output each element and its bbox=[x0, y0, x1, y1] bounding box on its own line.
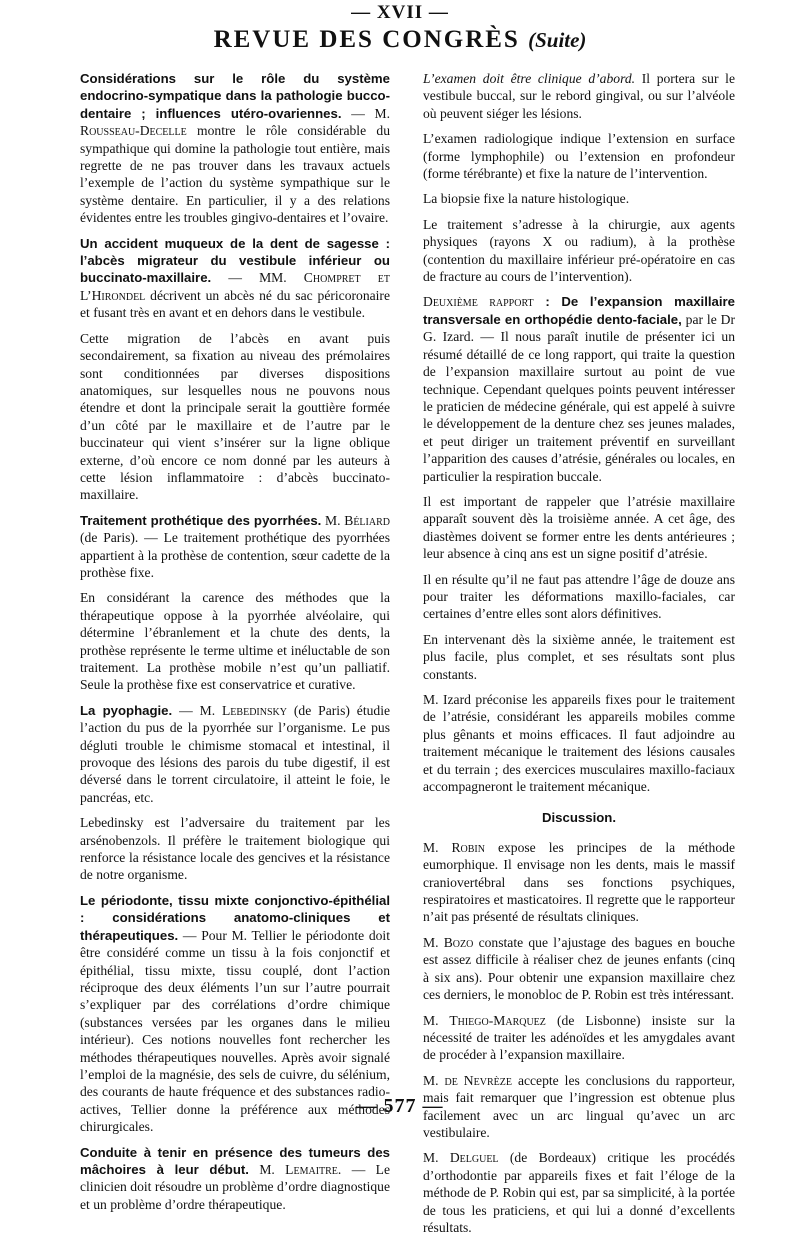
article-dash: — bbox=[178, 927, 197, 943]
article-heading: Le périodonte, tissu mixte conjonctivo-épithélial : considérations anatomo-cliniques et thérapeutiques. bbox=[80, 892, 390, 943]
paragraph: Le traitement s’adresse à la chirurgie, aux agents physiques (rayons X ou radium), à la prothèse (contention du maxillaire inférieur pré-opératoire en cas de fracture au cours de l’intervention). bbox=[423, 216, 735, 285]
title-suffix: (Suite) bbox=[528, 28, 587, 52]
discussion-bozo bbox=[423, 934, 735, 1004]
paragraph: Lebedinsky est l’adversaire du traitement par les arsénobenzols. Il préfère le traitement biologique qui renforce la résistance locale des gencives et la résistance de notre organisme. bbox=[80, 815, 390, 883]
paragraph: Cette migration de l’abcès en avant puis secondairement, sa fixation au niveau des prémolaires sont conditionnées par diverses dispositions anatomiques, sur lesquelles nous ne pouvons nous étendre et dont la principale serait la gouttière formée d’un côté par le maxillaire et de l’autre par le buccinateur qui vient s’insérer sur la ligne oblique externe, d’où encore ce nom donné par les auteurs à cette lésion inflammatoire : d’abcès buccinato-maxillaire. bbox=[80, 330, 390, 503]
speaker-name: M. Thiego-Marquez bbox=[423, 1012, 546, 1028]
article-heading: Un accident muqueux de la dent de sagesse : l’abcès migrateur du vestibule inférieur ou buccinato-maxillaire. bbox=[80, 235, 390, 286]
article-heading: : De l’expansion maxillaire transversale en orthopédie dento-faciale, bbox=[423, 294, 735, 327]
speaker-body: expose les principes de la méthode eumorphique. Il envisage non les dents, mais le massif craniovertébral dans ses fonctions psychiques, respiratoires et masticatoires. Il regrette que le rapporteur n’ait pas présenté de résultats cliniques. bbox=[423, 839, 735, 925]
article-endocrino bbox=[80, 70, 390, 227]
right-column bbox=[423, 70, 735, 1244]
paragraph: Il en résulte qu’il ne faut pas attendre l’âge de douze ans pour traiter les déformations maxillo-faciales, car certaines d’entre elles sont alors définitives. bbox=[423, 571, 735, 622]
paragraph: La biopsie fixe la nature histologique. bbox=[423, 191, 630, 207]
article-tumeurs bbox=[80, 1144, 390, 1214]
paragraph: En intervenant dès la sixième année, le traitement est plus facile, plus complet, et ses résultats sont plus constants. bbox=[423, 631, 735, 682]
article-author: — M. Rousseau-Decelle bbox=[80, 105, 390, 139]
article-body: (de Paris). — Le traitement prothétique des pyorrhées appartient à la prothèse de contention, sœur cadette de la prothèse fixe. bbox=[80, 530, 390, 580]
discussion-heading: Discussion. bbox=[541, 810, 617, 826]
speaker-name: M. Bozo bbox=[423, 934, 474, 950]
article-body: montre le rôle considérable du sympathique qui domine la pathologie tout entière, mais regrette de ne pas trouver dans les travaux actuels l’exemple de l’action du système sympathique sur le système dentaire. En particulier, il y a des relations évidentes entre les troubles gingivo-dentaires et l’ovaire. bbox=[80, 123, 390, 226]
article-author: par le Dr G. Izard. bbox=[423, 311, 735, 345]
italic-lead: L’examen doit être clinique d’abord. bbox=[423, 71, 636, 86]
article-heading: La pyophagie. bbox=[80, 702, 173, 718]
article-heading: Traitement prothétique des pyorrhées. bbox=[80, 512, 322, 528]
paragraph-body: Il portera sur le vestibule buccal, sur le rebord gingival, ou sur l’alvéole où peuvent siéger les lésions. bbox=[423, 71, 735, 121]
speaker-name: M. Delguel bbox=[423, 1150, 499, 1166]
discussion-thiego-marquez bbox=[423, 1012, 735, 1064]
speaker-body: constate que l’ajustage des bagues en bouche est assez difficile à réaliser chez de jeunes enfants (cinq à six ans). Pour obtenir une expansion maxillaire chez ces derniers, le monobloc de P. Robin est très intéressant. bbox=[423, 934, 736, 1003]
discussion-delguel bbox=[423, 1149, 735, 1236]
article-author: M. Béliard bbox=[321, 512, 390, 528]
article-body: — Le clinicien doit résoudre un problème d’ordre diagnostique et un problème d’ordre thérapeutique. bbox=[80, 1161, 390, 1212]
speaker-body: (de Lisbonne) insiste sur la nécessité de traiter les adénoïdes et les amygdales avant de procéder à l’expansion maxillaire. bbox=[423, 1012, 735, 1063]
article-author: — M. Lebedinsky bbox=[172, 702, 287, 718]
discussion-robin bbox=[423, 839, 735, 926]
article-dent-sagesse bbox=[80, 235, 390, 322]
article-heading: Conduite à tenir en présence des tumeurs des mâchoires à leur début. bbox=[80, 1144, 390, 1177]
article-body: — Il nous paraît inutile de présenter ici un résumé détaillé de ce long rapport, qui traite la question de l’expansion maxillaire surtout au point de vue technique. Cependant quelques points peuvent intéresser le praticien de médecine générale, qui est appelé à suivre le développement de la denture chez ses jeunes malades, et peut diriger un traitement préventif en surveillant l’apparition des causes d’atrésie, générales ou locales, en particulier la respiration buccale. bbox=[423, 329, 736, 484]
paragraph-examen bbox=[423, 70, 735, 122]
roman-folio: — XVII — bbox=[351, 2, 449, 23]
article-author: M. Lemaitre. bbox=[248, 1161, 342, 1177]
article-expansion bbox=[423, 293, 735, 484]
article-body: (de Paris) étudie l’action du pus de la pyorrhée sur l’organisme. Le pus dégluti trouble le chimisme stomacal et intestinal, il provoque des lésions des parois du tube digestif, il est déversé dans le torrent circulatoire, il atteint le foie, le pancréas, etc. bbox=[80, 702, 391, 805]
paragraph: L’examen radiologique indique l’extension en surface (forme lymphophile) ou l’extension en profondeur (forme térébrante) et fixe la nature de l’intervention. bbox=[423, 131, 735, 182]
left-column bbox=[80, 70, 390, 1221]
paragraph: M. Izard préconise les appareils fixes pour le traitement de l’atrésie, considérant les appareils mobiles comme plus gênants et moins efficaces. Il faut adjoindre au traitement mécanique le traitement des lésions causales et du terrain ; des exercices musculaires maxillo-faciaux accompagneront le traitement mécanique. bbox=[423, 692, 735, 795]
page-title bbox=[0, 26, 800, 54]
speaker-name: M. Robin bbox=[423, 839, 485, 855]
speaker-body: accepte les conclusions du rapporteur, mais fait remarquer que l’ingression est obtenue plus facilement avec un arc lingual qu’avec un arc vestibulaire. bbox=[423, 1072, 735, 1140]
article-author: — MM. Chompret et L’Hirondel bbox=[80, 270, 390, 303]
paragraph: Il est important de rappeler que l’atrésie maxillaire apparaît souvent dès la troisième année. A cet âge, des diastèmes doivent se former entre les dents antérieures ; leur absence à cinq ans est un signe positif d’atrésie. bbox=[423, 493, 735, 562]
page-number: — 577 — bbox=[356, 1095, 444, 1117]
speaker-name: M. de Nevrèze bbox=[423, 1072, 512, 1088]
article-pyophagie bbox=[80, 702, 390, 806]
article-pyorrhees bbox=[80, 512, 390, 582]
article-body: Pour M. Tellier le périodonte doit être considéré comme un tissu à la fois conjonctif et épithélial, tissu mixte, tissu couplé, dont l’action réciproque des deux éléments l’un sur l’autre pourrait s’expliquer par des corrélations d’ordre chimique (substances versées par les organes dans le milieu intérieur). Ces notions nouvelles font rechercher les méthodes thérapeutiques nouvelles. Après avoir signalé l’emploi de la magnésie, des sels de cuivre, du sélénium, des courants de haute fréquence et des substances radio-actives, Tellier donne la préférence aux méthodes chirurgicales. bbox=[80, 927, 390, 1135]
title-text: REVUE DES CONGRÈS bbox=[213, 26, 520, 53]
article-body: décrivent un abcès né du sac péricoronaire et fusant très en avant et en dehors dans le vestibule. bbox=[80, 287, 390, 321]
speaker-body: (de Bordeaux) critique les procédés d’orthodontie par appareils fixes et fait l’éloge de la méthode de P. Robin qui est, par sa simplicité, à la portée de tous les praticiens, et qui lui a donné d’excellents résultats. bbox=[423, 1150, 736, 1235]
paragraph: En considérant la carence des méthodes que la thérapeutique oppose à la pyorrhée alvéolaire, qui détermine l’ébranlement et la chute des dents, la prothèse représente le terme ultime et inéluctable de son traitement. La prothèse mobile n’est qu’un palliatif. Seule la prothèse fixe est conservatrice et curative. bbox=[80, 590, 390, 693]
report-label: Deuxième rapport bbox=[423, 294, 534, 310]
article-heading: Considérations sur le rôle du système endocrino-sympatique dans la pathologie bucco-dentaire ; influences utéro-ovariennes. bbox=[80, 71, 390, 121]
